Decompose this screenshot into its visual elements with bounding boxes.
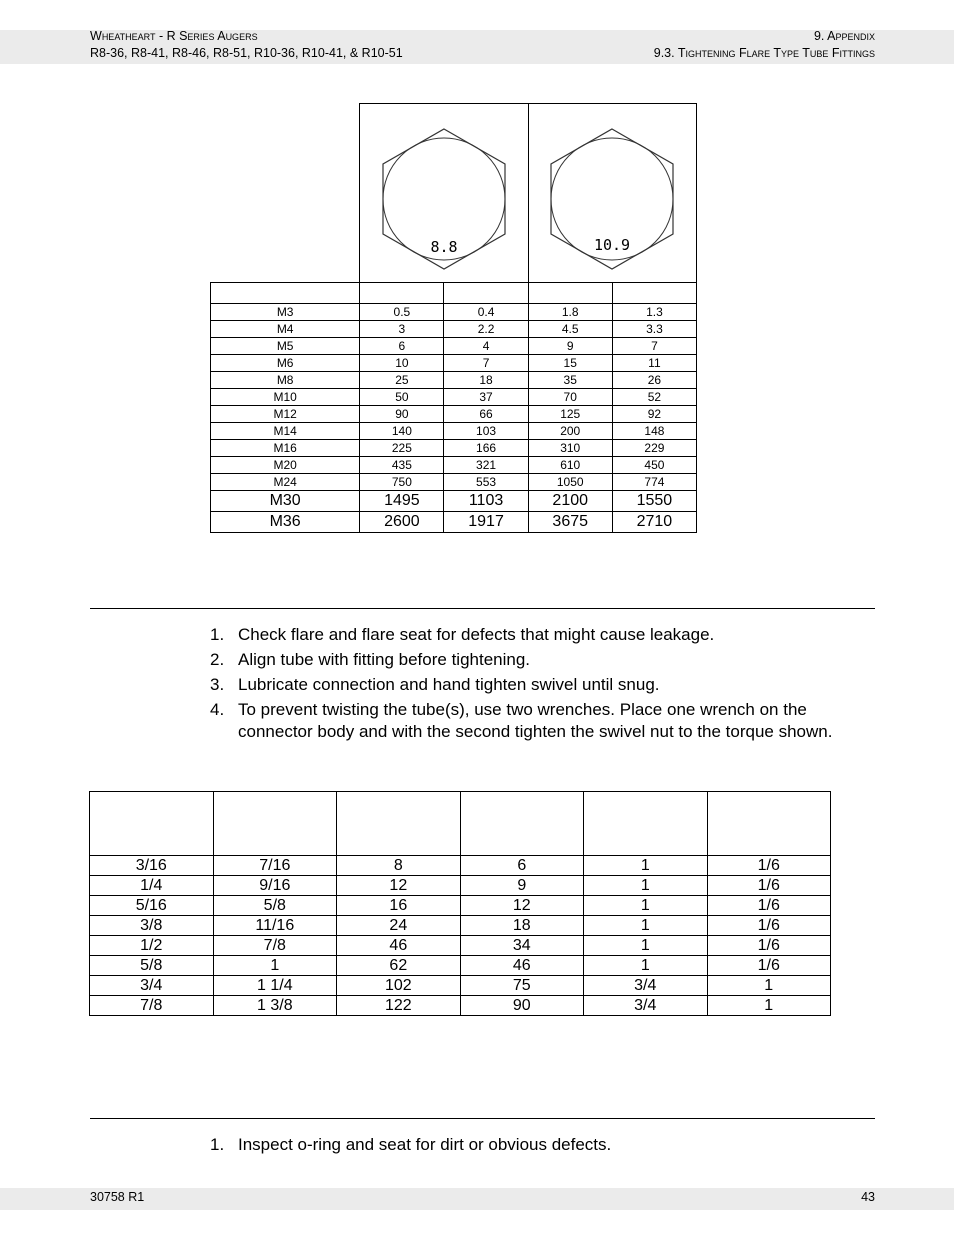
bolt-size-cell: M24 — [211, 474, 360, 491]
table-cell: 3/8 — [90, 916, 214, 936]
table-cell: 3/4 — [584, 976, 707, 996]
table-cell: 5/8 — [90, 956, 214, 976]
torque-cell: 435 — [360, 457, 444, 474]
table-cell: 1 — [707, 976, 831, 996]
torque-cell: 11 — [612, 355, 696, 372]
list-number: 1. — [210, 625, 225, 644]
header-left — [90, 28, 403, 62]
table-row — [211, 512, 697, 533]
list-item — [210, 649, 870, 671]
section-title: 9. Appendix — [813, 29, 875, 43]
torque-cell: 7 — [444, 355, 528, 372]
table-row — [90, 876, 831, 896]
torque-cell: 6 — [360, 338, 444, 355]
torque-cell: 3.3 — [612, 321, 696, 338]
table-cell: 1 — [584, 936, 707, 956]
bolt-size-cell: M8 — [211, 372, 360, 389]
torque-cell: 1.8 — [528, 304, 612, 321]
grade-8-8-cell — [360, 104, 528, 283]
table-cell: 18 — [460, 916, 583, 936]
bolt-size-cell: M3 — [211, 304, 360, 321]
table-row — [90, 856, 831, 876]
doc-number: 30758 R1 — [90, 1190, 145, 1204]
table-cell: 7/8 — [90, 996, 214, 1016]
model-list: R8-36, R8-41, R8-46, R8-51, R10-36, R10-41, & R10-51 — [90, 46, 403, 60]
torque-cell: 310 — [528, 440, 612, 457]
grade-label-10-9: 10.9 — [594, 235, 631, 254]
table-cell: 1 3/8 — [213, 996, 337, 1016]
bolt-size-cell: M20 — [211, 457, 360, 474]
torque-cell: 1103 — [444, 491, 528, 512]
bolt-size-cell: M36 — [211, 512, 360, 533]
table-cell: 1/6 — [707, 916, 831, 936]
bolt-size-cell: M6 — [211, 355, 360, 372]
table-cell: 5/8 — [213, 896, 337, 916]
table-cell: 1 — [584, 916, 707, 936]
table-row — [211, 457, 697, 474]
table-cell: 7/16 — [213, 856, 337, 876]
table-cell: 46 — [460, 956, 583, 976]
table-cell: 12 — [460, 896, 583, 916]
table-cell: 122 — [337, 996, 461, 1016]
list-number: 3. — [210, 675, 225, 694]
table-cell: 6 — [460, 856, 583, 876]
list-item — [210, 1134, 870, 1156]
table-cell: 46 — [337, 936, 461, 956]
table-cell: 1 — [707, 996, 831, 1016]
table-cell: 1 1/4 — [213, 976, 337, 996]
torque-cell: 25 — [360, 372, 444, 389]
torque-cell: 1050 — [528, 474, 612, 491]
table-cell: 1 — [584, 876, 707, 896]
table-cell: 7/8 — [213, 936, 337, 956]
section-divider — [90, 1118, 875, 1119]
metric-torque-table — [210, 103, 697, 533]
torque-cell: 1.3 — [612, 304, 696, 321]
torque-cell: 92 — [612, 406, 696, 423]
list-text: Inspect o-ring and seat for dirt or obvious defects. — [238, 1135, 612, 1154]
table-row — [211, 474, 697, 491]
torque-cell: 70 — [528, 389, 612, 406]
table-cell: 9/16 — [213, 876, 337, 896]
table-cell: 102 — [337, 976, 461, 996]
table-row — [211, 372, 697, 389]
torque-cell: 125 — [528, 406, 612, 423]
torque-cell: 90 — [360, 406, 444, 423]
torque-cell: 66 — [444, 406, 528, 423]
table-row — [211, 338, 697, 355]
torque-cell: 26 — [612, 372, 696, 389]
table-cell: 1 — [213, 956, 337, 976]
torque-cell: 1550 — [612, 491, 696, 512]
torque-cell: 610 — [528, 457, 612, 474]
torque-cell: 200 — [528, 423, 612, 440]
table-row — [211, 406, 697, 423]
table-row — [90, 936, 831, 956]
torque-cell: 37 — [444, 389, 528, 406]
torque-cell: 18 — [444, 372, 528, 389]
torque-cell: 3675 — [528, 512, 612, 533]
torque-cell: 4 — [444, 338, 528, 355]
list-text: Lubricate connection and hand tighten swivel until snug. — [238, 675, 660, 694]
torque-cell: 7 — [612, 338, 696, 355]
table-row — [90, 976, 831, 996]
list-number: 4. — [210, 700, 225, 719]
table-cell: 62 — [337, 956, 461, 976]
torque-cell: 10 — [360, 355, 444, 372]
flare-fitting-steps — [210, 624, 870, 746]
list-item — [210, 624, 870, 646]
table-cell: 1 — [584, 896, 707, 916]
torque-cell: 35 — [528, 372, 612, 389]
page-number: 43 — [861, 1190, 875, 1204]
torque-cell: 15 — [528, 355, 612, 372]
table-cell: 1/6 — [707, 896, 831, 916]
bolt-size-cell: M14 — [211, 423, 360, 440]
table-row — [90, 896, 831, 916]
torque-cell: 166 — [444, 440, 528, 457]
bolt-size-cell: M4 — [211, 321, 360, 338]
list-number: 2. — [210, 650, 225, 669]
grade-10-9-cell — [528, 104, 696, 283]
table-cell: 34 — [460, 936, 583, 956]
table-cell: 24 — [337, 916, 461, 936]
torque-cell: 450 — [612, 457, 696, 474]
torque-cell: 2710 — [612, 512, 696, 533]
table-cell: 11/16 — [213, 916, 337, 936]
torque-cell: 0.5 — [360, 304, 444, 321]
table-cell: 1/6 — [707, 956, 831, 976]
list-text: Align tube with fitting before tightening. — [238, 650, 531, 669]
list-text: To prevent twisting the tube(s), use two wrenches. Place one wrench on the connector body and with the second tighten the swivel nut to the torque shown. — [238, 700, 833, 741]
table-cell: 3/4 — [584, 996, 707, 1016]
hex-bolt-8-8-icon — [374, 111, 514, 271]
table-cell: 16 — [337, 896, 461, 916]
header-right — [654, 28, 875, 62]
table-row — [211, 389, 697, 406]
torque-cell: 3 — [360, 321, 444, 338]
table-cell: 1 — [584, 956, 707, 976]
torque-cell: 750 — [360, 474, 444, 491]
o-ring-fitting-steps — [210, 1134, 870, 1159]
manual-title: Wheatheart - R Series Augers — [90, 29, 258, 43]
list-item — [210, 674, 870, 696]
section-divider — [90, 608, 875, 609]
table-row — [211, 491, 697, 512]
table-cell: 75 — [460, 976, 583, 996]
bolt-size-cell: M30 — [211, 491, 360, 512]
torque-cell: 2.2 — [444, 321, 528, 338]
table-cell: 90 — [460, 996, 583, 1016]
torque-cell: 0.4 — [444, 304, 528, 321]
table-cell: 1/6 — [707, 856, 831, 876]
torque-cell: 2100 — [528, 491, 612, 512]
table-cell: 5/16 — [90, 896, 214, 916]
torque-cell: 321 — [444, 457, 528, 474]
torque-cell: 140 — [360, 423, 444, 440]
bolt-size-cell: M12 — [211, 406, 360, 423]
torque-cell: 1917 — [444, 512, 528, 533]
list-text: Check flare and flare seat for defects that might cause leakage. — [238, 625, 715, 644]
table-row — [90, 996, 831, 1016]
table-cell: 8 — [337, 856, 461, 876]
torque-cell: 553 — [444, 474, 528, 491]
torque-cell: 52 — [612, 389, 696, 406]
table-cell: 3/4 — [90, 976, 214, 996]
table-row — [211, 440, 697, 457]
torque-cell: 50 — [360, 389, 444, 406]
table-row — [90, 916, 831, 936]
torque-cell: 774 — [612, 474, 696, 491]
torque-cell: 2600 — [360, 512, 444, 533]
torque-cell: 4.5 — [528, 321, 612, 338]
torque-cell: 225 — [360, 440, 444, 457]
bolt-size-cell: M5 — [211, 338, 360, 355]
torque-cell: 229 — [612, 440, 696, 457]
table-cell: 1/4 — [90, 876, 214, 896]
list-number: 1. — [210, 1135, 225, 1154]
table-row — [211, 321, 697, 338]
hex-bolt-10-9-icon — [542, 111, 682, 271]
table-row — [211, 304, 697, 321]
grade-label-8-8: 8.8 — [430, 237, 458, 256]
table-cell: 9 — [460, 876, 583, 896]
list-item — [210, 699, 870, 743]
flare-fitting-torque-table — [89, 791, 831, 1016]
table-cell: 12 — [337, 876, 461, 896]
table-cell: 1/6 — [707, 936, 831, 956]
table-cell: 1/2 — [90, 936, 214, 956]
bolt-size-cell: M16 — [211, 440, 360, 457]
table-cell: 3/16 — [90, 856, 214, 876]
table-row — [90, 956, 831, 976]
torque-cell: 9 — [528, 338, 612, 355]
table-row — [211, 355, 697, 372]
torque-cell: 1495 — [360, 491, 444, 512]
table-row — [211, 423, 697, 440]
table-cell: 1/6 — [707, 876, 831, 896]
subsection-title: 9.3. Tightening Flare Type Tube Fittings — [653, 46, 875, 60]
torque-cell: 103 — [444, 423, 528, 440]
table-cell: 1 — [584, 856, 707, 876]
bolt-size-cell: M10 — [211, 389, 360, 406]
torque-cell: 148 — [612, 423, 696, 440]
